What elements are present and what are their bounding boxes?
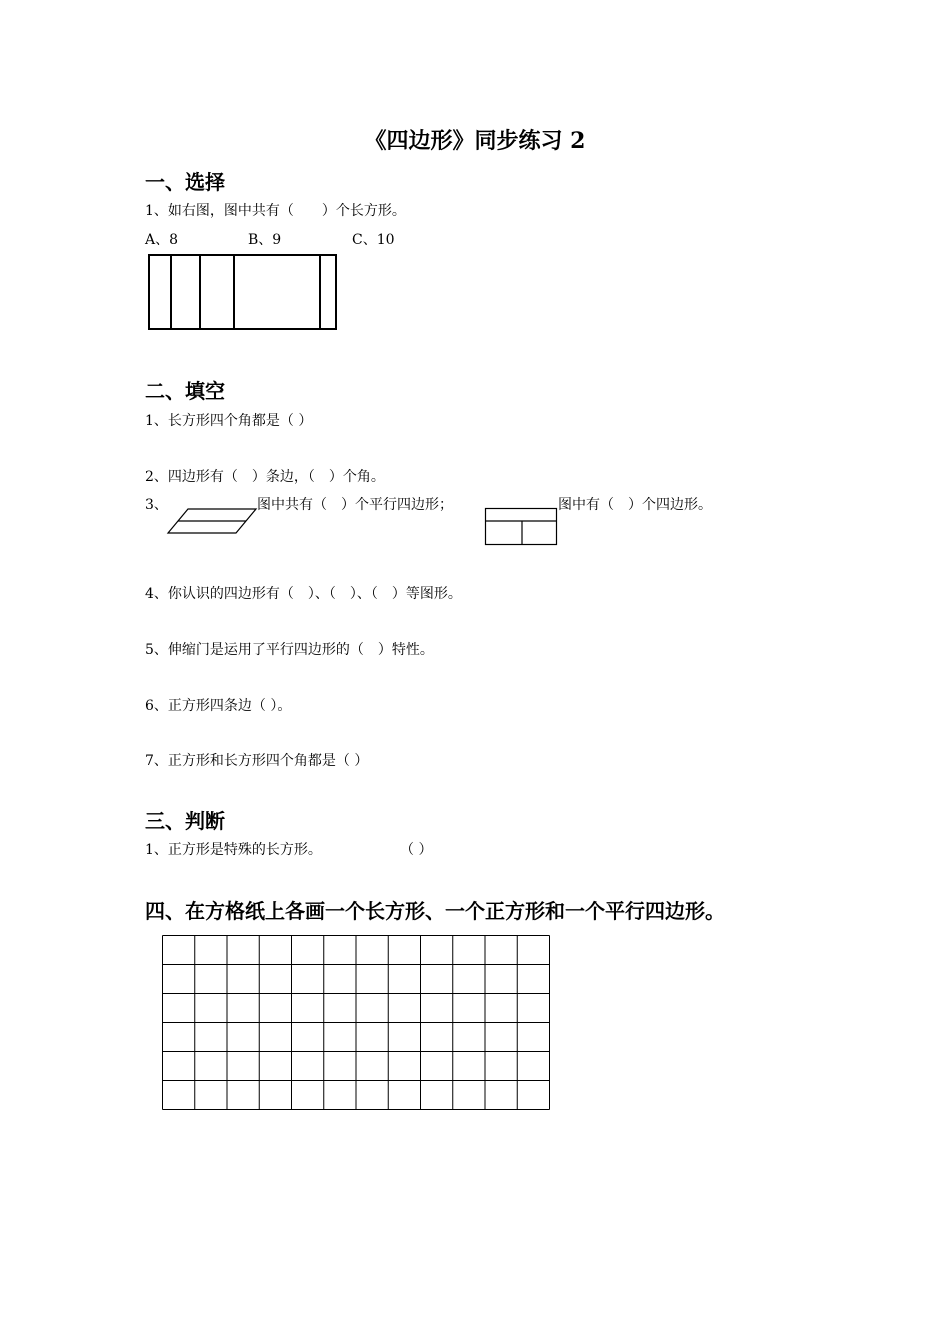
option-a: A、8 <box>145 232 179 248</box>
fill-question-5: 5、伸缩门是运用了平行四边形的（ ）特性。 <box>145 642 434 658</box>
grid-paper[interactable] <box>161 934 553 1112</box>
page-title: 《四边形》同步练习 2 <box>364 128 586 154</box>
fill-question-3-part-a: 图中共有（ ）个平行四边形； <box>257 497 453 513</box>
fill-question-1: 1、长方形四个角都是（ ） <box>145 413 313 429</box>
option-c: C、10 <box>352 232 395 248</box>
choice-question-1: 1、如右图，图中共有（ ）个长方形。 <box>145 203 406 219</box>
judge-question-1: 1、正方形是特殊的长方形。 <box>145 842 322 858</box>
fill-question-7: 7、正方形和长方形四个角都是（ ） <box>145 753 369 769</box>
fill-question-2: 2、四边形有（ ）条边，（ ）个角。 <box>145 469 385 485</box>
fill-question-6: 6、正方形四条边（ ）。 <box>145 698 292 714</box>
fill-question-3-part-b: 图中有（ ）个四边形。 <box>558 497 712 513</box>
section-heading-judge: 三、判断 <box>145 809 225 833</box>
divided-rectangle-figure <box>484 507 560 547</box>
fill-question-3-number: 3、 <box>145 497 168 513</box>
section-heading-fill: 二、填空 <box>145 379 225 403</box>
parallelogram-figure <box>166 507 258 535</box>
rectangle-division-figure <box>147 253 339 333</box>
fill-question-4: 4、你认识的四边形有（ ）、（ ）、（ ）等图形。 <box>145 586 462 602</box>
option-b: B、9 <box>248 232 282 248</box>
section-heading-draw: 四、在方格纸上各画一个长方形、一个正方形和一个平行四边形。 <box>145 899 725 923</box>
judge-answer-blank: （ ） <box>400 842 433 858</box>
section-heading-choice: 一、选择 <box>145 170 225 194</box>
